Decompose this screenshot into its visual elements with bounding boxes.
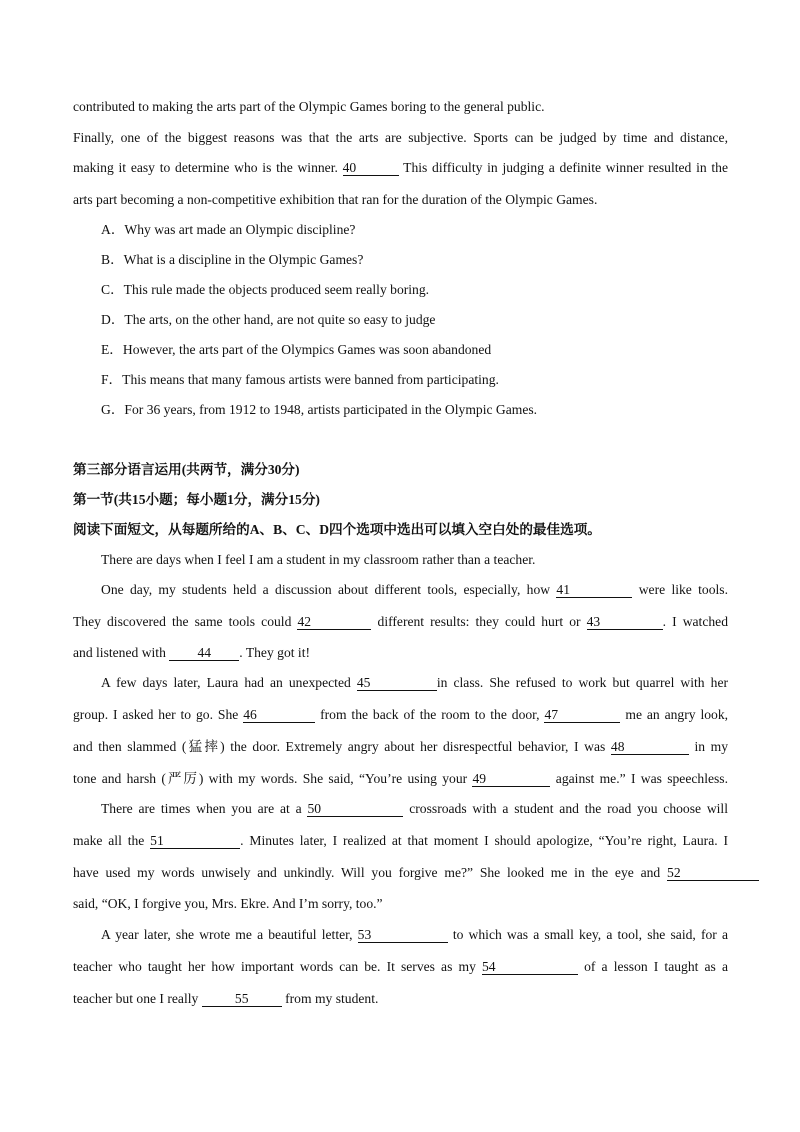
option-e: E．However, the arts part of the Olympics Games was soon abandoned: [101, 342, 492, 357]
blank-50: 50: [307, 802, 403, 817]
blank-49: 49: [472, 772, 550, 787]
line-text: . They got it!: [239, 645, 311, 660]
line-text: in class. She refused to work but quarrel with her: [436, 675, 729, 690]
line-text: making it easy to determine who is the winner.: [73, 160, 338, 175]
line-text: One day, my students held a discussion about different tools, especially, how: [101, 582, 551, 597]
blank-42: 42: [297, 615, 371, 630]
blank-44: 44: [169, 646, 239, 661]
line-text: make all the: [73, 833, 145, 848]
line-text: of a lesson I taught as a: [584, 959, 728, 974]
option-b: B．What is a discipline in the Olympic Games?: [101, 252, 364, 267]
option-g: G．For 36 years, from 1912 to 1948, artists participated in the Olympic Games.: [101, 402, 538, 417]
line-text: were like tools.: [638, 582, 728, 597]
passage-line: contributed to making the arts part of the Olympic Games boring to the general public.: [73, 99, 545, 114]
line-text: . I watched: [662, 614, 728, 629]
cloze-line: [73, 991, 378, 1007]
cloze-line: [73, 707, 728, 723]
blank-43: 43: [587, 615, 663, 630]
line-text: me an angry look,: [625, 707, 729, 722]
line-text: group. I asked her to go. She: [73, 707, 239, 722]
cloze-line: [73, 865, 759, 881]
line-text: . Minutes later, I realized at that moment I should apologize, “You’re right, Laura. I: [240, 833, 728, 848]
cloze-line: [73, 959, 728, 975]
line-text: in my: [694, 739, 729, 754]
line-text: A year later, she wrote me a beautiful letter,: [101, 927, 353, 942]
subsection-title: 第一节(共15小题；每小题1分，满分15分): [73, 492, 320, 507]
line-text: teacher but one I really: [73, 991, 199, 1006]
line-text: have used my words unwisely and unkindly. Will you forgive me?” She looked me in the eye and: [73, 865, 661, 880]
line-text: A few days later, Laura had an unexpected: [101, 675, 351, 690]
cloze-line: [101, 582, 728, 598]
line-text: different results: they could hurt or: [377, 614, 581, 629]
blank-55: 55: [202, 992, 282, 1007]
cloze-line: There are days when I feel I am a student in my classroom rather than a teacher.: [101, 552, 536, 567]
option-a: A．Why was art made an Olympic discipline?: [101, 222, 356, 237]
blank-52: 52: [667, 866, 759, 881]
cloze-line: [73, 739, 728, 755]
blank-40: 40: [343, 161, 399, 176]
cloze-line: said, “OK, I forgive you, Mrs. Ekre. And I’m sorry, too.”: [73, 896, 383, 911]
option-d: D．The arts, on the other hand, are not quite so easy to judge: [101, 312, 436, 327]
line-text: There are times when you are at a: [101, 801, 302, 816]
option-f: F．This means that many famous artists were banned from participating.: [101, 372, 499, 387]
cloze-line: [101, 927, 728, 943]
passage-line: arts part becoming a non-competitive exhibition that ran for the duration of the Olympic Games.: [73, 192, 598, 207]
line-text: They discovered the same tools could: [73, 614, 292, 629]
line-text: from my student.: [285, 991, 379, 1006]
blank-47: 47: [544, 708, 620, 723]
line-text: teacher who taught her how important words can be. It serves as my: [73, 959, 476, 974]
option-c: C．This rule made the objects produced seem really boring.: [101, 282, 430, 297]
line-text: tone and harsh (严厉) with my words. She said, “You’re using your: [73, 771, 468, 786]
line-text: to which was a small key, a tool, she said, for a: [452, 927, 728, 942]
blank-48: 48: [611, 740, 689, 755]
blank-45: 45: [357, 676, 437, 691]
cloze-line: [101, 675, 728, 691]
blank-51: 51: [150, 834, 240, 849]
cloze-line: [101, 801, 728, 817]
section-title: 第三部分语言运用(共两节，满分30分): [73, 462, 300, 477]
line-text: from the back of the room to the door,: [320, 707, 540, 722]
passage-line: Finally, one of the biggest reasons was that the arts are subjective. Sports can be judged by time and distance,: [73, 130, 728, 145]
instruction: 阅读下面短文，从每题所给的A、B、C、D四个选项中选出可以填入空白处的最佳选项。: [73, 522, 601, 537]
cloze-line: [73, 771, 728, 787]
cloze-line: [73, 833, 728, 849]
passage-line: [73, 160, 728, 176]
cloze-line: [73, 645, 310, 661]
blank-41: 41: [556, 583, 632, 598]
cloze-line: [73, 614, 728, 630]
line-text: crossroads with a student and the road you choose will: [409, 801, 728, 816]
blank-46: 46: [243, 708, 315, 723]
line-text: and then slammed (猛摔) the door. Extremely angry about her disrespectful behavior, I was: [73, 739, 606, 754]
line-text: and listened with: [73, 645, 166, 660]
blank-53: 53: [358, 928, 448, 943]
blank-54: 54: [482, 960, 578, 975]
line-text: against me.” I was speechless.: [555, 771, 728, 786]
line-text: This difficulty in judging a definite winner resulted in the: [403, 160, 729, 175]
